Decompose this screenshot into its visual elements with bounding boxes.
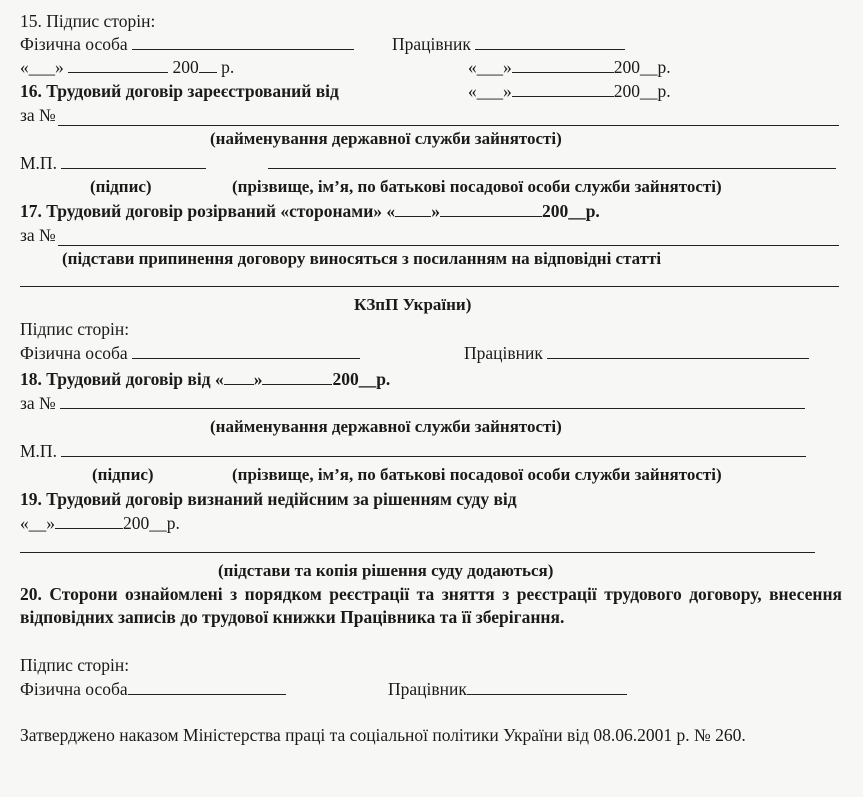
s18-number-row bbox=[20, 392, 839, 414]
s18-number-line[interactable] bbox=[60, 392, 805, 409]
s17-number-line[interactable] bbox=[58, 229, 839, 246]
s15-date-left-prefix: «___» bbox=[20, 57, 64, 77]
s17-reason-row bbox=[20, 270, 839, 292]
s15-date-right bbox=[468, 56, 671, 78]
s18-title: 18. Трудовий договір від « bbox=[20, 369, 224, 389]
s19-reason-line[interactable] bbox=[20, 536, 815, 553]
s17-caption-1: (підстави припинення договору виносяться з посиланням на відповідні статті bbox=[62, 249, 662, 268]
s16-mp-label: М.П. bbox=[20, 153, 57, 173]
s16-title: 16. Трудовий договір зареєстрований від bbox=[20, 81, 339, 101]
s17-title: 17. Трудовий договір розірваний «сторонами» « bbox=[20, 201, 396, 221]
s17-no-label: за № bbox=[20, 225, 56, 245]
s18-day-line[interactable] bbox=[224, 368, 254, 385]
s16-sign-line[interactable] bbox=[61, 152, 206, 169]
s19-title: 19. Трудовий договір визнаний недійсним за рішенням суду від bbox=[20, 489, 517, 509]
s17-reason-line[interactable] bbox=[20, 270, 839, 287]
sig3-person-signature-line[interactable] bbox=[128, 678, 286, 695]
s16-title-row bbox=[20, 80, 839, 102]
s18-caption: (найменування державної служби зайнятості) bbox=[210, 417, 562, 436]
s16-date-prefix: «___» bbox=[468, 81, 512, 101]
sig3-employee-group bbox=[388, 678, 627, 700]
sig2-signatures-row bbox=[20, 342, 839, 364]
s19-caption: (підстави та копія рішення суду додаються) bbox=[218, 561, 554, 580]
s18-title-row bbox=[20, 368, 839, 390]
s18-month-line[interactable] bbox=[262, 368, 332, 385]
s15-employee-label: Працівник bbox=[392, 34, 471, 54]
s15-signatures-row bbox=[20, 33, 839, 55]
s15-person-label: Фізична особа bbox=[20, 34, 128, 54]
s15-date-right-prefix: «___» bbox=[468, 57, 512, 77]
s15-employee-group bbox=[392, 33, 625, 55]
sig3-title: Підпис сторін: bbox=[20, 655, 130, 675]
s18-caption-name: (прізвище, ім’я, по батькові посадової особи служби зайнятості) bbox=[232, 465, 722, 484]
s19-date-year: 200__р. bbox=[123, 513, 180, 533]
s16-number-line[interactable] bbox=[58, 109, 839, 126]
s19-date-month-line[interactable] bbox=[55, 512, 123, 529]
sig2-title: Підпис сторін: bbox=[20, 319, 130, 339]
s16-caption-name: (прізвище, ім’я, по батькові посадової особи служби зайнятості) bbox=[232, 177, 722, 196]
sig3-employee-label: Працівник bbox=[388, 679, 467, 699]
s16-mp-row bbox=[20, 152, 839, 174]
s20-text: 20. Сторони ознайомлені з порядком реєстрації та зняття з реєстрації трудового договору, внесення відповідних записів до трудової книжки Працівника та її зберігання. bbox=[20, 584, 842, 627]
s18-mp-label: М.П. bbox=[20, 441, 57, 461]
s17-caption-2: КЗпП України) bbox=[354, 295, 472, 314]
s15-person-signature-line[interactable] bbox=[132, 33, 354, 50]
s17-title-year: 200__р. bbox=[541, 201, 600, 221]
s16-caption: (найменування державної служби зайнятості) bbox=[210, 129, 562, 148]
sig2-employee-group bbox=[464, 342, 809, 364]
s15-date-left-month-line[interactable] bbox=[68, 56, 168, 73]
s16-date-year: 200__р. bbox=[613, 81, 671, 101]
s19-date-row bbox=[20, 512, 839, 534]
s15-title: 15. Підпис сторін: bbox=[20, 11, 156, 31]
s15-date-left-suffix: р. bbox=[221, 57, 235, 77]
s15-date-left-year: 200 bbox=[172, 57, 199, 77]
s16-name-line[interactable] bbox=[268, 152, 836, 169]
s17-title-mid: » bbox=[431, 201, 440, 221]
s15-date-right-month-line[interactable] bbox=[512, 56, 614, 73]
s17-title-row bbox=[20, 200, 839, 222]
footer-approval-note: Затверджено наказом Міністерства праці та соціальної політики України від 08.06.2001 р. № 260. bbox=[20, 725, 746, 745]
sig2-employee-signature-line[interactable] bbox=[547, 342, 809, 359]
s18-title-mid: » bbox=[253, 369, 263, 389]
sig2-person-label: Фізична особа bbox=[20, 343, 128, 363]
s17-month-line[interactable] bbox=[440, 200, 542, 217]
sig3-signatures-row bbox=[20, 678, 839, 700]
sig2-employee-label: Працівник bbox=[464, 343, 543, 363]
s16-date-month-line[interactable] bbox=[512, 80, 614, 97]
s16-no-label: за № bbox=[20, 105, 56, 125]
s19-reason-row bbox=[20, 536, 839, 558]
sig3-employee-signature-line[interactable] bbox=[467, 678, 627, 695]
s18-no-label: за № bbox=[20, 393, 56, 413]
s18-signature-line[interactable] bbox=[61, 440, 806, 457]
s15-date-left-year-line[interactable] bbox=[199, 56, 217, 73]
s18-title-year: 200__р. bbox=[332, 369, 391, 389]
s16-number-row bbox=[20, 104, 839, 126]
s18-caption-sign: (підпис) bbox=[92, 465, 154, 484]
sig3-person-label: Фізична особа bbox=[20, 679, 128, 699]
s16-caption-sign: (підпис) bbox=[90, 177, 152, 196]
s16-date bbox=[468, 80, 671, 102]
s17-day-line[interactable] bbox=[395, 200, 431, 217]
s15-employee-signature-line[interactable] bbox=[475, 33, 625, 50]
s15-date-right-year: 200__р. bbox=[613, 57, 671, 77]
sig2-person-signature-line[interactable] bbox=[132, 342, 360, 359]
s15-dates-row bbox=[20, 56, 839, 78]
s18-mp-row bbox=[20, 440, 839, 462]
s19-date-prefix: «__» bbox=[20, 513, 55, 533]
s17-number-row bbox=[20, 224, 839, 246]
